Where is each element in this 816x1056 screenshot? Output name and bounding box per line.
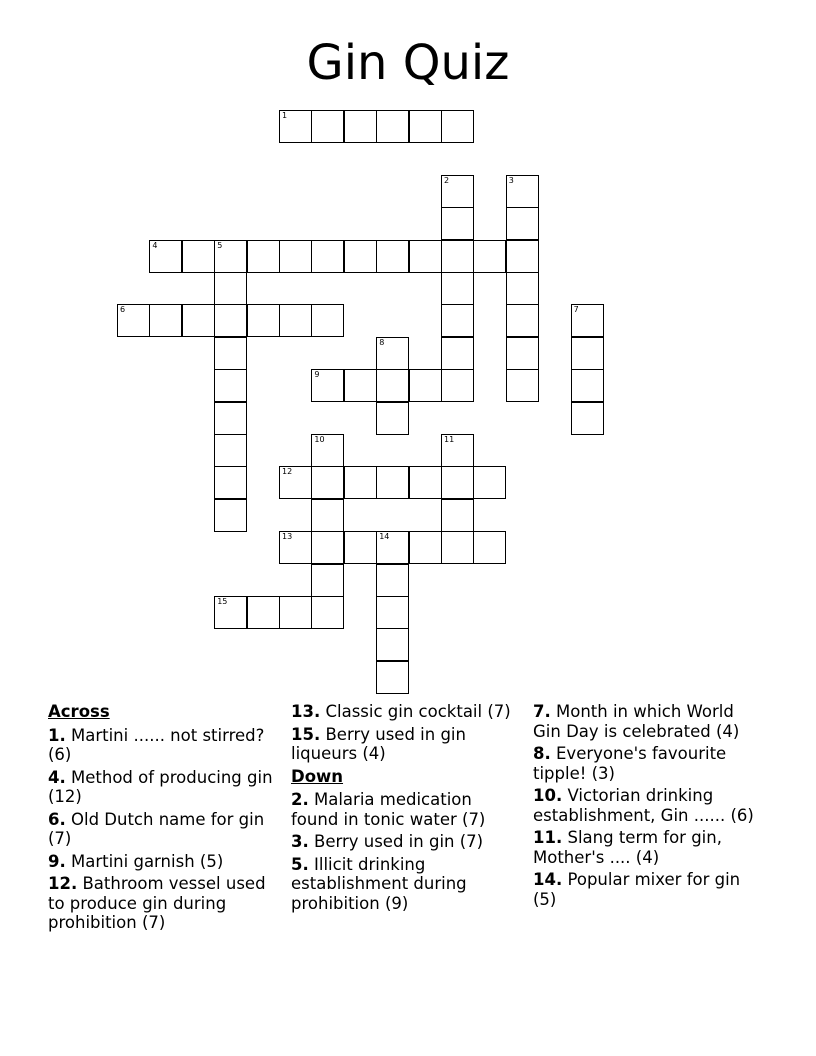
grid-cell[interactable]: [311, 304, 344, 337]
grid-cell[interactable]: [247, 596, 280, 629]
grid-cell[interactable]: [506, 175, 539, 208]
clue-across-4: 4. Method of producing gin (12): [48, 767, 273, 806]
grid-cell[interactable]: [441, 434, 474, 467]
cell-number: 7: [573, 305, 579, 315]
grid-cell[interactable]: [441, 272, 474, 305]
grid-cell[interactable]: [311, 466, 344, 499]
clue-down-10: 10. Victorian drinking establishment, Gin ...... (6): [533, 786, 754, 825]
grid-cell[interactable]: [376, 402, 409, 435]
grid-cell[interactable]: [182, 304, 215, 337]
grid-cell[interactable]: [441, 110, 474, 143]
cell-number: 3: [508, 175, 514, 185]
grid-cell[interactable]: [214, 304, 247, 337]
grid-cell[interactable]: [376, 466, 409, 499]
grid-cell[interactable]: [279, 110, 312, 143]
clue-down-11: 11. Slang term for gin, Mother's .... (4): [533, 828, 722, 867]
grid-cell[interactable]: [441, 207, 474, 240]
cell-number: 4: [152, 240, 158, 250]
grid-cell[interactable]: [182, 240, 215, 273]
cell-number: 10: [314, 435, 325, 444]
grid-cell[interactable]: [214, 466, 247, 499]
grid-cell[interactable]: [311, 110, 344, 143]
grid-cell[interactable]: [441, 466, 474, 499]
clues-column-3: [533, 702, 763, 912]
clues-column-2: [291, 702, 511, 916]
grid-cell[interactable]: [376, 661, 409, 694]
down-heading: Down: [291, 766, 344, 786]
grid-cell[interactable]: [376, 110, 409, 143]
grid-cell[interactable]: [247, 304, 280, 337]
grid-cell[interactable]: [311, 369, 344, 402]
cell-number: 9: [314, 370, 320, 380]
clue-across-9: 9. Martini garnish (5): [48, 851, 224, 871]
grid-cell[interactable]: [376, 240, 409, 273]
grid-cell[interactable]: [214, 240, 247, 273]
cell-number: 6: [120, 305, 126, 315]
grid-cell[interactable]: [311, 240, 344, 273]
grid-cell[interactable]: [441, 369, 474, 402]
cell-number: 2: [444, 175, 450, 185]
cell-number: 13: [282, 532, 293, 542]
grid-cell[interactable]: [279, 596, 312, 629]
grid-cell[interactable]: [506, 337, 539, 370]
grid-cell[interactable]: [376, 628, 409, 661]
clue-across-6: 6. Old Dutch name for gin (7): [48, 809, 265, 848]
grid-cell[interactable]: [214, 402, 247, 435]
grid-cell[interactable]: [279, 466, 312, 499]
grid-cell[interactable]: [441, 304, 474, 337]
grid-cell[interactable]: [376, 596, 409, 629]
grid-cell[interactable]: [571, 402, 604, 435]
clue-down-2: 2. Malaria medication found in tonic water (7): [291, 790, 486, 829]
grid-cell[interactable]: [214, 499, 247, 532]
grid-cell[interactable]: [441, 240, 474, 273]
grid-cell[interactable]: [571, 369, 604, 402]
grid-cell[interactable]: [441, 175, 474, 208]
grid-cell[interactable]: [473, 240, 506, 273]
clue-down-14: 14. Popular mixer for gin (5): [533, 870, 741, 909]
cell-number: 15: [217, 597, 228, 606]
cell-number: 1: [282, 111, 288, 120]
grid-cell[interactable]: [311, 434, 344, 467]
grid-cell[interactable]: [149, 304, 182, 337]
grid-cell[interactable]: [117, 304, 150, 337]
cell-number: 12: [282, 467, 293, 477]
grid-cell[interactable]: [214, 337, 247, 370]
grid-cell[interactable]: [214, 596, 247, 629]
grid-cell[interactable]: [344, 240, 377, 273]
grid-cell[interactable]: [506, 304, 539, 337]
grid-cell[interactable]: [571, 304, 604, 337]
grid-cell[interactable]: [571, 337, 604, 370]
grid-cell[interactable]: [344, 369, 377, 402]
cell-number: 5: [217, 240, 223, 250]
clue-down-7: 7. Month in which World Gin Day is celebrated (4): [533, 702, 740, 741]
clue-down-8: 8. Everyone's favourite tipple! (3): [533, 744, 727, 783]
grid-cell[interactable]: [214, 434, 247, 467]
clue-across-15: 15. Berry used in gin liqueurs (4): [291, 724, 466, 763]
grid-cell[interactable]: [376, 531, 409, 564]
clue-across-13: 13. Classic gin cocktail (7): [291, 702, 511, 721]
clue-across-12: 12. Bathroom vessel used to produce gin during prohibition (7): [48, 874, 266, 932]
grid-cell[interactable]: [441, 337, 474, 370]
grid-cell[interactable]: [506, 369, 539, 402]
grid-cell[interactable]: [473, 531, 506, 564]
clue-across-1: 1. Martini ...... not stirred? (6): [48, 725, 265, 764]
grid-cell[interactable]: [409, 466, 442, 499]
grid-cell[interactable]: [311, 499, 344, 532]
grid-cell[interactable]: [279, 304, 312, 337]
grid-cell[interactable]: [279, 240, 312, 273]
grid-cell[interactable]: [214, 272, 247, 305]
page-title: Gin Quiz: [306, 35, 510, 91]
grid-cell[interactable]: [506, 240, 539, 273]
grid-cell[interactable]: [409, 531, 442, 564]
grid-cell[interactable]: [473, 466, 506, 499]
grid-cell[interactable]: [506, 272, 539, 305]
grid-cell[interactable]: [311, 531, 344, 564]
grid-cell[interactable]: [441, 531, 474, 564]
grid-cell[interactable]: [344, 466, 377, 499]
clue-down-3: 3. Berry used in gin (7): [291, 832, 484, 851]
grid-cell[interactable]: [409, 110, 442, 143]
grid-cell[interactable]: [149, 240, 182, 273]
cell-number: 14: [379, 532, 390, 542]
grid-cell[interactable]: [409, 369, 442, 402]
grid-cell[interactable]: [506, 207, 539, 240]
cell-number: 8: [379, 337, 385, 347]
grid-cell[interactable]: [344, 110, 377, 143]
across-heading: Across: [48, 702, 110, 721]
grid-cell[interactable]: [376, 564, 409, 597]
grid-cell[interactable]: [247, 240, 280, 273]
grid-cell[interactable]: [441, 499, 474, 532]
grid-cell[interactable]: [409, 240, 442, 273]
grid-cell[interactable]: [311, 564, 344, 597]
grid-cell[interactable]: [376, 337, 409, 370]
grid-cell[interactable]: [344, 531, 377, 564]
clue-down-5: 5. Illicit drinking establishment during prohibition (9): [291, 854, 467, 913]
grid-cell[interactable]: [311, 596, 344, 629]
grid-cell[interactable]: [279, 531, 312, 564]
clues-column-1: [48, 702, 278, 936]
grid-cell[interactable]: [214, 369, 247, 402]
cell-number: 11: [444, 435, 455, 444]
grid-cell[interactable]: [376, 369, 409, 402]
